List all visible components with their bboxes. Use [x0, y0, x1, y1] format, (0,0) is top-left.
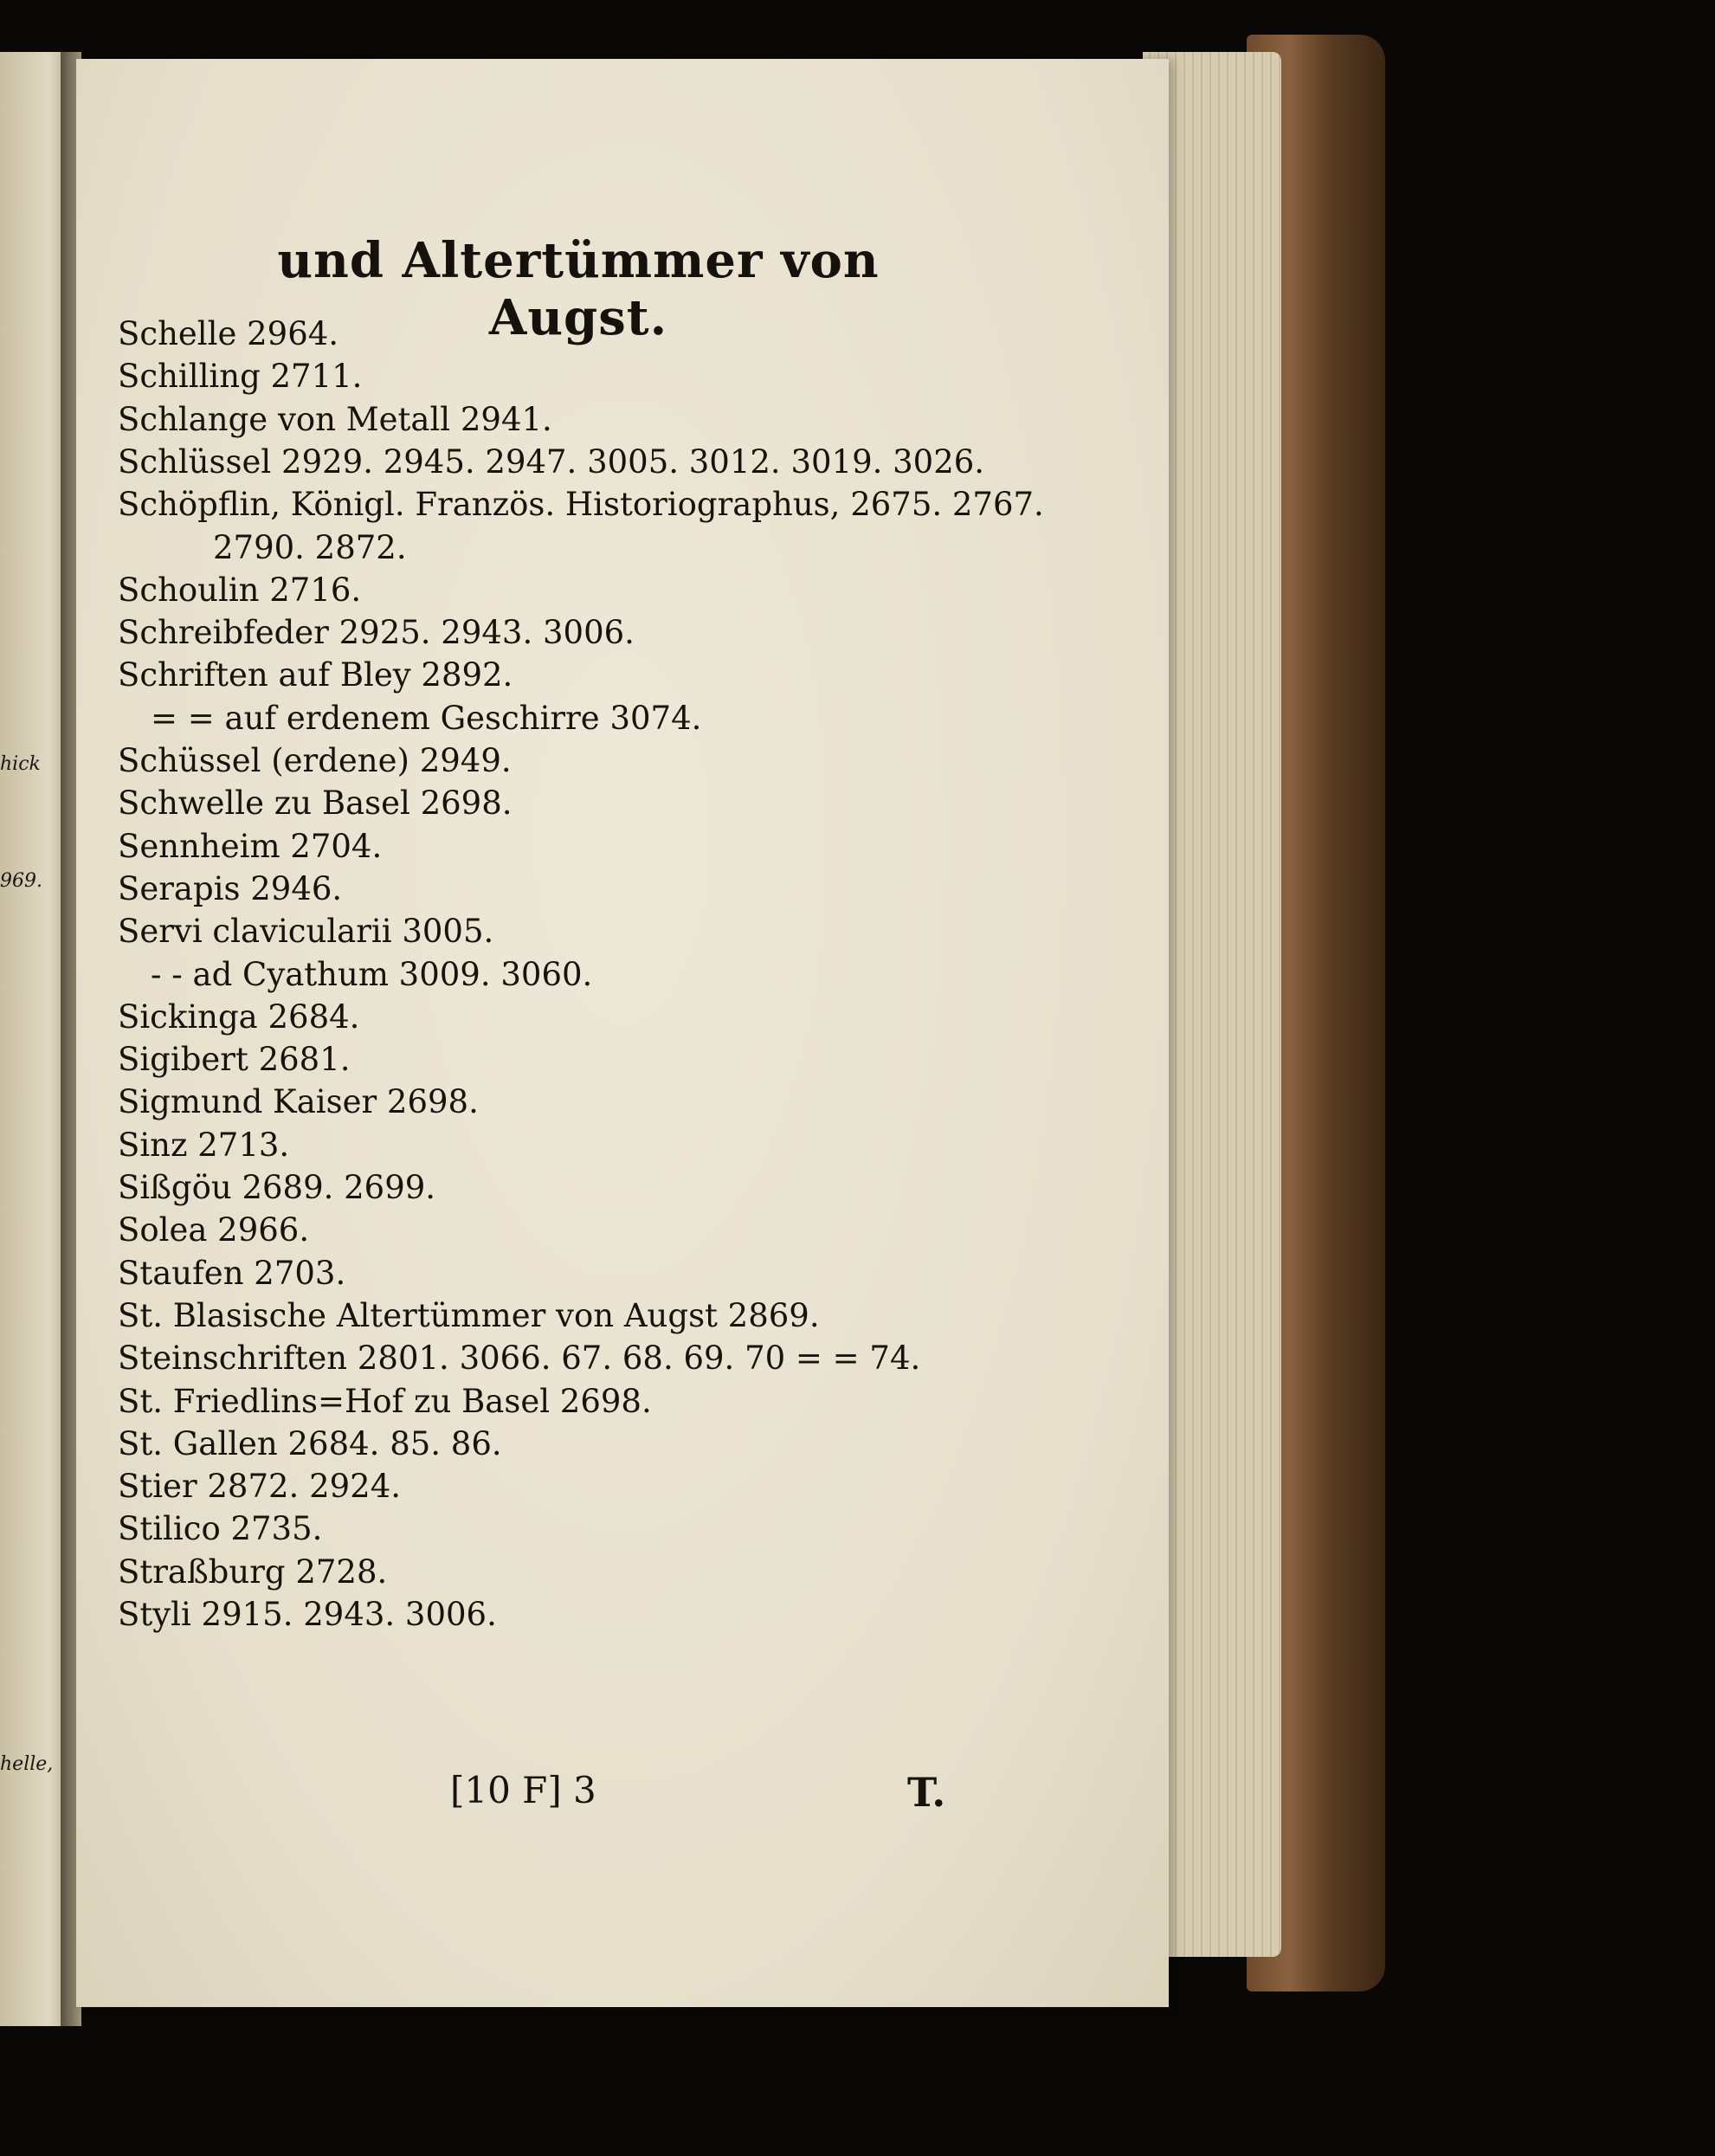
index-entry: Schöpflin, Königl. Französ. Historiographus, 2675. 2767.	[118, 486, 1044, 523]
index-entry: Styli 2915. 2943. 3006.	[118, 1596, 497, 1633]
index-entry: Schlange von Metall 2941.	[118, 401, 552, 438]
index-entry: Schoulin 2716.	[118, 571, 362, 609]
index-entry: - - ad Cyathum 3009. 3060.	[151, 956, 593, 993]
index-entry: Servi clavicularii 3005.	[118, 913, 494, 950]
index-entry: St. Gallen 2684. 85. 86.	[118, 1425, 502, 1462]
index-entry: Schwelle zu Basel 2698.	[118, 784, 513, 822]
left-page-fragment: helle,	[0, 1753, 54, 1775]
index-entry: Schreibfeder 2925. 2943. 3006.	[118, 614, 635, 651]
left-page-fragment: 969.	[0, 870, 42, 892]
index-entry: Sinz 2713.	[118, 1126, 290, 1164]
left-page-fragment: hick	[0, 753, 41, 775]
index-entry: Schilling 2711.	[118, 358, 363, 395]
index-entry: Staufen 2703.	[118, 1255, 346, 1292]
index-entry: St. Friedlins=Hof zu Basel 2698.	[118, 1383, 652, 1420]
running-head: und Altertümmer von Augst.	[277, 232, 880, 346]
index-entry: Stilico 2735.	[118, 1510, 323, 1547]
index-entry: St. Blasische Altertümmer von Augst 2869.	[118, 1297, 820, 1334]
signature-mark: [10 F] 3	[450, 1769, 596, 1811]
index-entry: = = auf erdenem Geschirre 3074.	[151, 700, 702, 737]
index-entry: Sickinga 2684.	[118, 998, 360, 1036]
catchword: T.	[907, 1769, 946, 1816]
index-entry: Solea 2966.	[118, 1211, 310, 1249]
index-entry: Serapis 2946.	[118, 870, 343, 907]
index-entry: Stier 2872. 2924.	[118, 1468, 402, 1505]
index-entry: Sißgöu 2689. 2699.	[118, 1169, 436, 1206]
index-entry: Schriften auf Bley 2892.	[118, 656, 513, 694]
index-entry: Sennheim 2704.	[118, 828, 383, 865]
index-page	[76, 59, 1169, 2007]
index-entry: 2790. 2872.	[213, 529, 407, 566]
index-entry: Steinschriften 2801. 3066. 67. 68. 69. 70 = = 74.	[118, 1339, 921, 1377]
index-entry: Sigibert 2681.	[118, 1041, 351, 1078]
index-entry: Schüssel (erdene) 2949.	[118, 742, 512, 779]
index-entry: Schelle 2964.	[118, 315, 339, 352]
index-entry: Schlüssel 2929. 2945. 2947. 3005. 3012. 3019. 3026.	[118, 443, 985, 481]
left-facing-page	[0, 52, 69, 2026]
index-entry: Straßburg 2728.	[118, 1553, 388, 1591]
index-entry: Sigmund Kaiser 2698.	[118, 1083, 479, 1120]
